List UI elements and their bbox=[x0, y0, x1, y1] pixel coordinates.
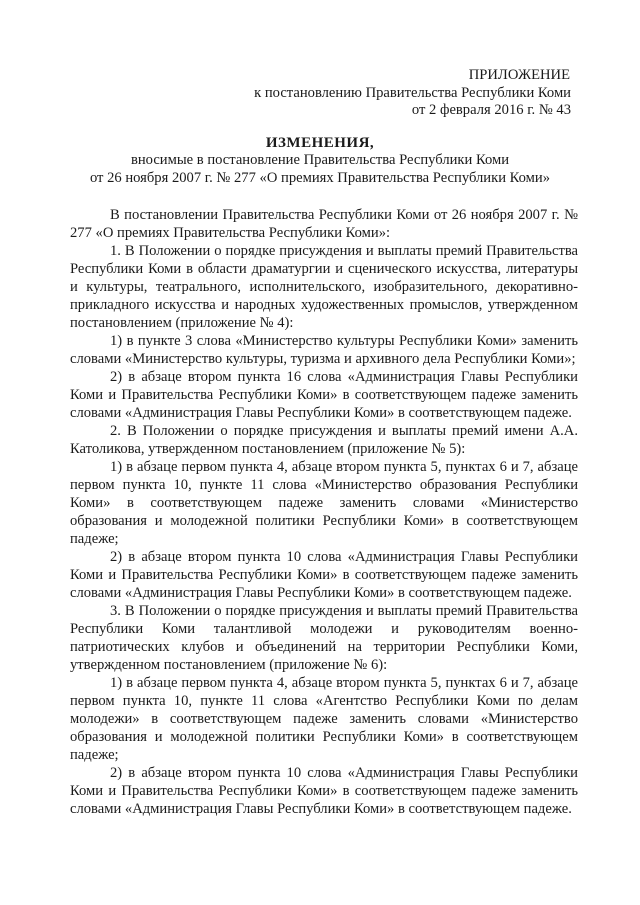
document-body bbox=[70, 206, 578, 818]
intro-paragraph: В постановлении Правительства Республики Коми от 26 ноября 2007 г. № 277 «О премиях Правительства Республики Коми»: bbox=[70, 207, 578, 241]
section-3-item-2: 2) в абзаце втором пункта 10 слова «Администрация Главы Республики Коми и Правительства Республики Коми» в соответствующем падеже заменить словами «Администрация Главы Республики Коми» в соответствующем падеже. bbox=[70, 765, 578, 817]
appendix-reference: к постановлению Правительства Республики Коми bbox=[254, 85, 571, 101]
section-2-paragraph: 2. В Положении о порядке присуждения и выплаты премий имени А.А. Католикова, утвержденном постановлением (приложение № 5): bbox=[70, 423, 578, 457]
section-2-item-2: 2) в абзаце втором пункта 10 слова «Администрация Главы Республики Коми и Правительства Республики Коми» в соответствующем падеже заменить словами «Администрация Главы Республики Коми» в соответствующем падеже. bbox=[70, 549, 578, 601]
section-1-item-1: 1) в пункте 3 слова «Министерство культуры Республики Коми» заменить словами «Министерство культуры, туризма и архивного дела Республики Коми»; bbox=[70, 333, 578, 367]
section-1-paragraph: 1. В Положении о порядке присуждения и выплаты премий Правительства Республики Коми в области драматургии и сценического искусства, литературы и культуры, театрального, исполнительского, изобразительного, декоративно-прикладного искусства и народных художественных промыслов, утвержденном постановлением (приложение № 4): bbox=[70, 243, 578, 331]
section-2-item-1: 1) в абзаце первом пункта 4, абзаце втором пункта 5, пунктах 6 и 7, абзаце первом пункта 10, пункте 11 слова «Министерство образования Республики Коми» в соответствующем падеже заменить словами «Министерство образования и молодежной политики Республики Коми» в соответствующем падеже; bbox=[70, 459, 578, 547]
document-subtitle-line2: от 26 ноября 2007 г. № 277 «О премиях Правительства Республики Коми» bbox=[89, 170, 551, 186]
document-title: ИЗМЕНЕНИЯ, bbox=[265, 135, 375, 151]
document-subtitle-line1: вносимые в постановление Правительства Республики Коми bbox=[130, 152, 510, 168]
section-3-item-1: 1) в абзаце первом пункта 4, абзаце втором пункта 5, пунктах 6 и 7, абзаце первом пункта 10, пункте 11 слова «Агентство Республики Коми по делам молодежи» в соответствующем падеже заменить словами «Министерство образования и молодежной политики Республики Коми» в соответствующем падеже; bbox=[70, 675, 578, 763]
section-3-paragraph: 3. В Положении о порядке присуждения и выплаты премий Правительства Республики Коми талантливой молодежи и руководителям военно-патриотических клубов и объединений на территории Республики Коми, утвержденном постановлением (приложение № 6): bbox=[70, 603, 578, 673]
section-1-item-2: 2) в абзаце втором пункта 16 слова «Администрация Главы Республики Коми и Правительства Республики Коми» в соответствующем падеже заменить словами «Администрация Главы Республики Коми» в соответствующем падеже. bbox=[70, 369, 578, 421]
appendix-label: ПРИЛОЖЕНИЕ bbox=[468, 67, 570, 83]
appendix-date: от 2 февраля 2016 г. № 43 bbox=[411, 102, 571, 118]
